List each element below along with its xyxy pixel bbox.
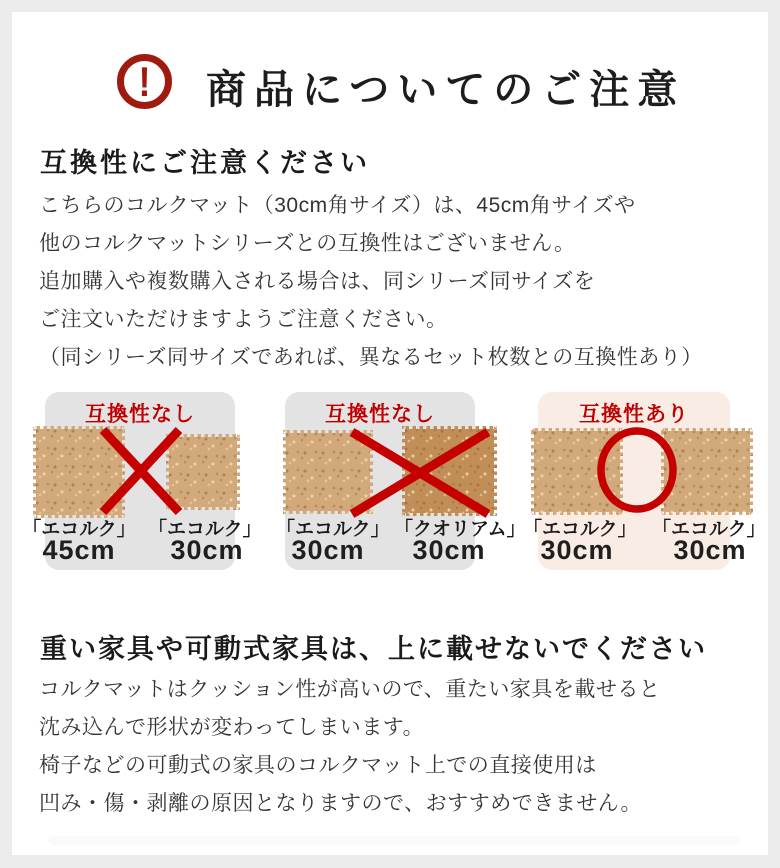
body-line: ご注文いただけますようご注意ください。	[39, 308, 448, 331]
body-line: 沈み込んで形状が変わってしまいます。	[39, 716, 425, 739]
mat-series-label: 「エコルク」	[523, 519, 637, 540]
panel-1-title: 互換性なし	[85, 403, 195, 426]
mat-size-label: 30cm	[673, 535, 747, 565]
mat-series-label: 「エコルク」	[148, 519, 262, 540]
mat-series-label: 「エコルク」	[276, 519, 390, 540]
compatibility-heading: 互換性にご注意ください	[40, 148, 370, 178]
x-mark-icon	[346, 428, 494, 518]
exclamation-glyph: !	[138, 57, 151, 105]
page-title: 商品についてのご注意	[206, 68, 686, 112]
mat-size-label: 30cm	[170, 535, 244, 565]
mat-size-label: 30cm	[412, 535, 486, 565]
mat-size-label: 30cm	[540, 535, 614, 565]
x-mark-icon	[98, 426, 184, 516]
panel-3-title: 互換性あり	[579, 403, 689, 426]
footer-divider	[48, 836, 740, 845]
body-line: こちらのコルクマット（30cm角サイズ）は、45cm角サイズや	[39, 194, 636, 217]
furniture-heading: 重い家具や可動式家具は、上に載せないでください	[40, 634, 707, 664]
compatibility-paragraph	[39, 187, 703, 377]
panel-2-title: 互換性なし	[325, 403, 435, 426]
body-line: 他のコルクマットシリーズとの互換性はございません。	[39, 232, 576, 255]
body-line: 追加購入や複数購入される場合は、同シリーズ同サイズを	[39, 270, 596, 293]
furniture-paragraph	[39, 671, 660, 823]
circle-mark-icon	[597, 427, 677, 513]
mat-size-label: 45cm	[42, 535, 116, 565]
mat-series-label: 「クオリアム」	[394, 519, 526, 540]
mat-series-label: 「エコルク」	[22, 519, 136, 540]
body-line: 椅子などの可動式の家具のコルクマット上での直接使用は	[39, 754, 597, 777]
mat-size-label: 30cm	[291, 535, 365, 565]
alert-icon	[117, 54, 172, 109]
body-line: コルクマットはクッション性が高いので、重たい家具を載せると	[39, 678, 661, 701]
body-line: 凹み・傷・剥離の原因となりますので、おすすめできません。	[39, 792, 643, 815]
mat-series-label: 「エコルク」	[652, 519, 766, 540]
body-line: （同シリーズ同サイズであれば、異なるセット枚数との互換性あり）	[39, 346, 703, 369]
